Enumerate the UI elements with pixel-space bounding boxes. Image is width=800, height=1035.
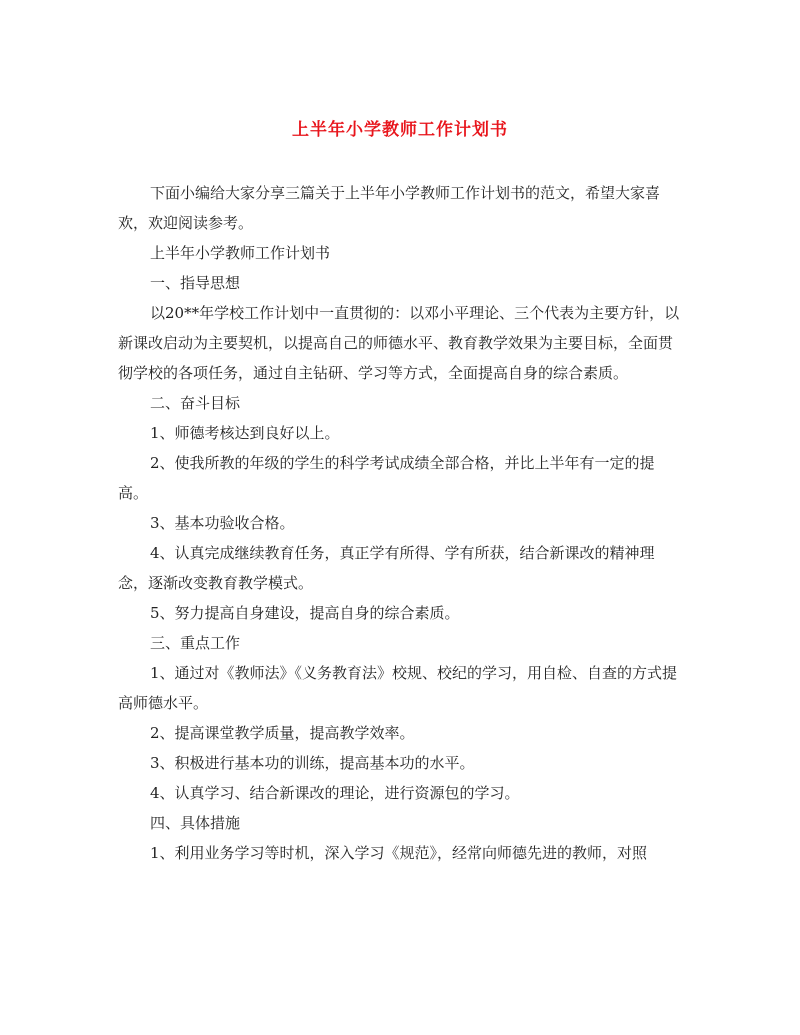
guiding-ideology-paragraph: 以20**年学校工作计划中一直贯彻的：以邓小平理论、三个代表为主要方针，以新课改启动为主要契机，以提高自己的师德水平、教育教学效果为主要目标，全面贯彻学校的各项任务，通过自主钻研、学习等方式，全面提高自身的综合素质。 [118,304,680,382]
section-heading-key-work: 三、重点工作 [150,634,241,652]
goal-item: 4、认真完成继续教育任务，真正学有所得、学有所获，结合新课改的精神理念，逐渐改变教育教学模式。 [118,544,655,592]
document-title: 上半年小学教师工作计划书 [292,120,508,140]
document-body [118,178,684,868]
goal-item: 5、努力提高自身建设，提高自身的综合素质。 [150,604,460,622]
intro-paragraph: 下面小编给大家分享三篇关于上半年小学教师工作计划书的范文，希望大家喜欢，欢迎阅读参考。 [118,184,661,232]
section-heading-goals: 二、奋斗目标 [150,394,241,412]
section-heading-guiding-ideology: 一、指导思想 [150,274,241,292]
key-work-item: 3、积极进行基本功的训练，提高基本功的水平。 [150,754,475,772]
measure-item: 1、利用业务学习等时机，深入学习《规范》，经常向师德先进的教师，对照 [150,844,648,862]
key-work-item: 1、通过对《教师法》《义务教育法》校规、校纪的学习，用自检、自查的方式提高师德水平。 [118,664,678,712]
goal-item: 1、师德考核达到良好以上。 [150,424,340,442]
section-heading-measures: 四、具体措施 [150,814,241,832]
subtitle-paragraph: 上半年小学教师工作计划书 [150,244,331,262]
key-work-item: 4、认真学习、结合新课改的理论，进行资源包的学习。 [150,784,520,802]
goal-item: 2、使我所教的年级的学生的科学考试成绩全部合格，并比上半年有一定的提高。 [118,454,655,502]
key-work-item: 2、提高课堂教学质量，提高教学效率。 [150,724,415,742]
goal-item: 3、基本功验收合格。 [150,514,295,532]
